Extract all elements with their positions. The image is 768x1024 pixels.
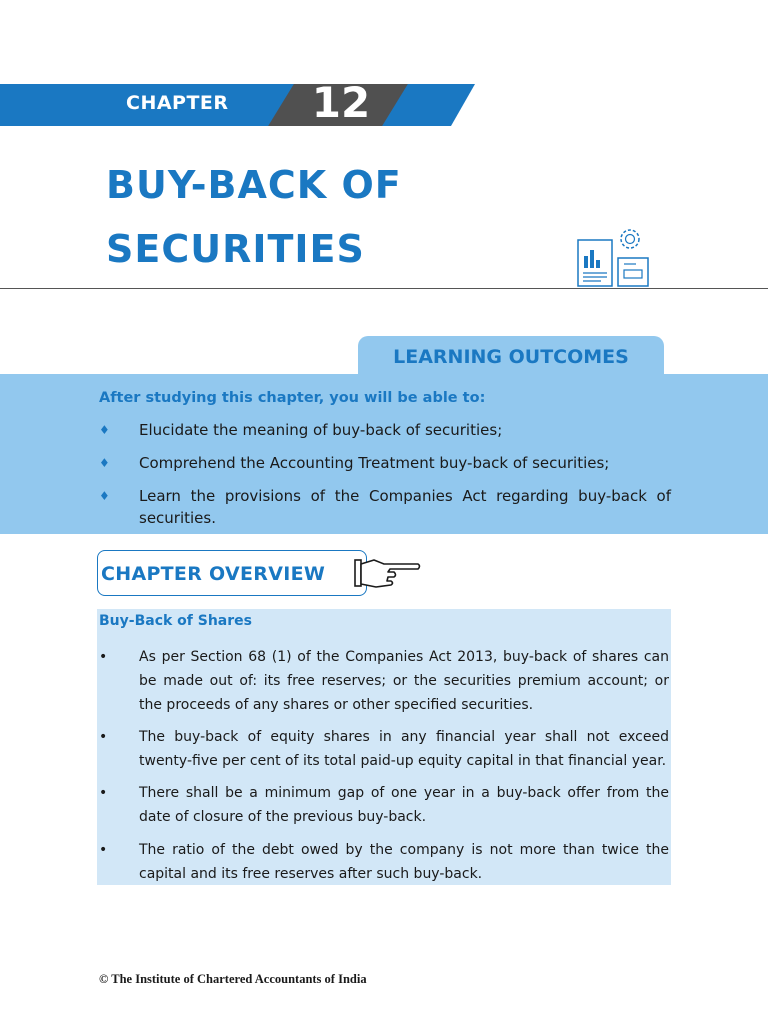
document-chart-icon [576, 226, 652, 288]
chapter-title-line-2: SECURITIES [106, 227, 365, 271]
round-bullet-icon: • [99, 842, 108, 858]
shares-list-item [99, 725, 669, 773]
learning-outcomes-heading: LEARNING OUTCOMES [393, 346, 629, 368]
round-bullet-icon: • [99, 649, 108, 665]
shares-list-item [99, 645, 669, 717]
shares-section-heading: Buy-Back of Shares [99, 613, 252, 629]
learning-outcome-text: Elucidate the meaning of buy-back of securities; [139, 421, 503, 439]
shares-item-text: As per Section 68 (1) of the Companies Act 2013, buy-back of shares can be made out of: its free reserves; or the securities premium account; or the proceeds of any shares or other specified securities. [139, 649, 669, 713]
learning-outcome-item [99, 452, 671, 474]
chapter-label: CHAPTER [126, 92, 229, 114]
shares-list-item [99, 781, 669, 829]
shares-item-text: There shall be a minimum gap of one year in a buy-back offer from the date of closure of the previous buy-back. [139, 785, 669, 825]
learning-outcome-text: Learn the provisions of the Companies Act regarding buy-back of securities. [139, 487, 671, 527]
shares-item-text: The ratio of the debt owed by the company is not more than twice the capital and its free reserves after such buy-back. [139, 842, 669, 882]
shares-item-text: The buy-back of equity shares in any financial year shall not exceed twenty-five per cent of its total paid-up equity capital in that financial year. [139, 729, 669, 769]
diamond-bullet-icon: ♦ [99, 456, 110, 470]
diamond-bullet-icon: ♦ [99, 423, 110, 437]
learning-outcome-item [99, 419, 671, 441]
pointing-hand-icon [354, 556, 422, 592]
page-footer: © The Institute of Chartered Accountants of India [99, 972, 367, 986]
learning-outcome-text: Comprehend the Accounting Treatment buy-back of securities; [139, 454, 610, 472]
chapter-overview-heading: CHAPTER OVERVIEW [101, 563, 326, 585]
diamond-bullet-icon: ♦ [99, 489, 110, 503]
chapter-title-line-1: BUY-BACK OF [106, 163, 402, 207]
round-bullet-icon: • [99, 729, 108, 745]
chapter-number: 12 [311, 78, 371, 127]
chapter-banner [0, 84, 475, 126]
title-divider [0, 288, 768, 289]
learning-outcomes-intro: After studying this chapter, you will be able to: [99, 390, 486, 406]
learning-outcome-item [99, 485, 671, 529]
round-bullet-icon: • [99, 785, 108, 801]
shares-list-item [99, 838, 669, 886]
